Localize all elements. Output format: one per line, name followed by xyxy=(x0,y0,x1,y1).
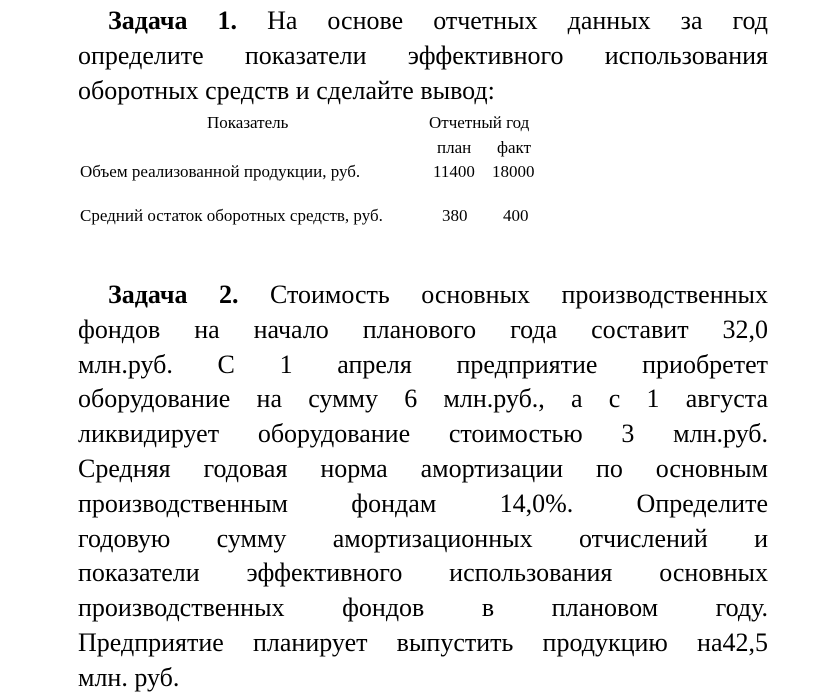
task2-line: производственных фондов в плановом году. xyxy=(78,593,768,623)
task1-line-3: оборотных средств и сделайте вывод: xyxy=(78,75,495,105)
table-row-plan: 380 xyxy=(442,206,468,225)
task1-title: Задача 1. xyxy=(108,6,238,35)
task1-line-2: определите показатели эффективного использования xyxy=(78,40,768,70)
table-row-label: Средний остаток оборотных средств, руб. xyxy=(80,206,383,225)
task2-paragraph xyxy=(78,278,768,696)
table-row-label: Объем реализованной продукции, руб. xyxy=(80,162,361,181)
task2-line: годовую сумму амортизационных отчислений и xyxy=(78,523,768,553)
task1-line-1 xyxy=(78,4,768,39)
task2-line: млн. руб. xyxy=(78,662,180,692)
task2-line: фондов на начало планового года составит 32,0 xyxy=(78,314,768,344)
table-row-fact: 18000 xyxy=(492,162,535,181)
table-subheader-plan: план xyxy=(437,138,472,157)
task2-line: ликвидирует оборудование стоимостью 3 млн.руб. xyxy=(78,419,768,449)
task2-title: Задача 2. xyxy=(108,280,239,309)
task1-line-1-text: На основе отчетных данных за год xyxy=(267,6,769,35)
task2-line: Предприятие планирует выпустить продукцию на42,5 xyxy=(78,627,768,657)
task2-line: Средняя годовая норма амортизации по основным xyxy=(78,453,768,483)
task2-line: производственным фондам 14,0%. Определите xyxy=(78,488,768,518)
task2-line: оборудование на сумму 6 млн.руб., а с 1 августа xyxy=(78,384,768,414)
table-header-indicator: Показатель xyxy=(207,113,289,132)
task2-line xyxy=(78,278,768,313)
table-row-fact: 400 xyxy=(503,206,529,225)
table-row-plan: 11400 xyxy=(433,162,475,181)
table-header-year: Отчетный год xyxy=(429,113,530,132)
task1-paragraph xyxy=(78,4,768,108)
task2-line: показатели эффективного использования основных xyxy=(78,558,768,588)
task2-line: млн.руб. С 1 апреля предприятие приобретет xyxy=(78,349,768,379)
task2-line-text: Стоимость основных производственных xyxy=(269,280,769,309)
table-subheader-fact: факт xyxy=(497,138,532,157)
